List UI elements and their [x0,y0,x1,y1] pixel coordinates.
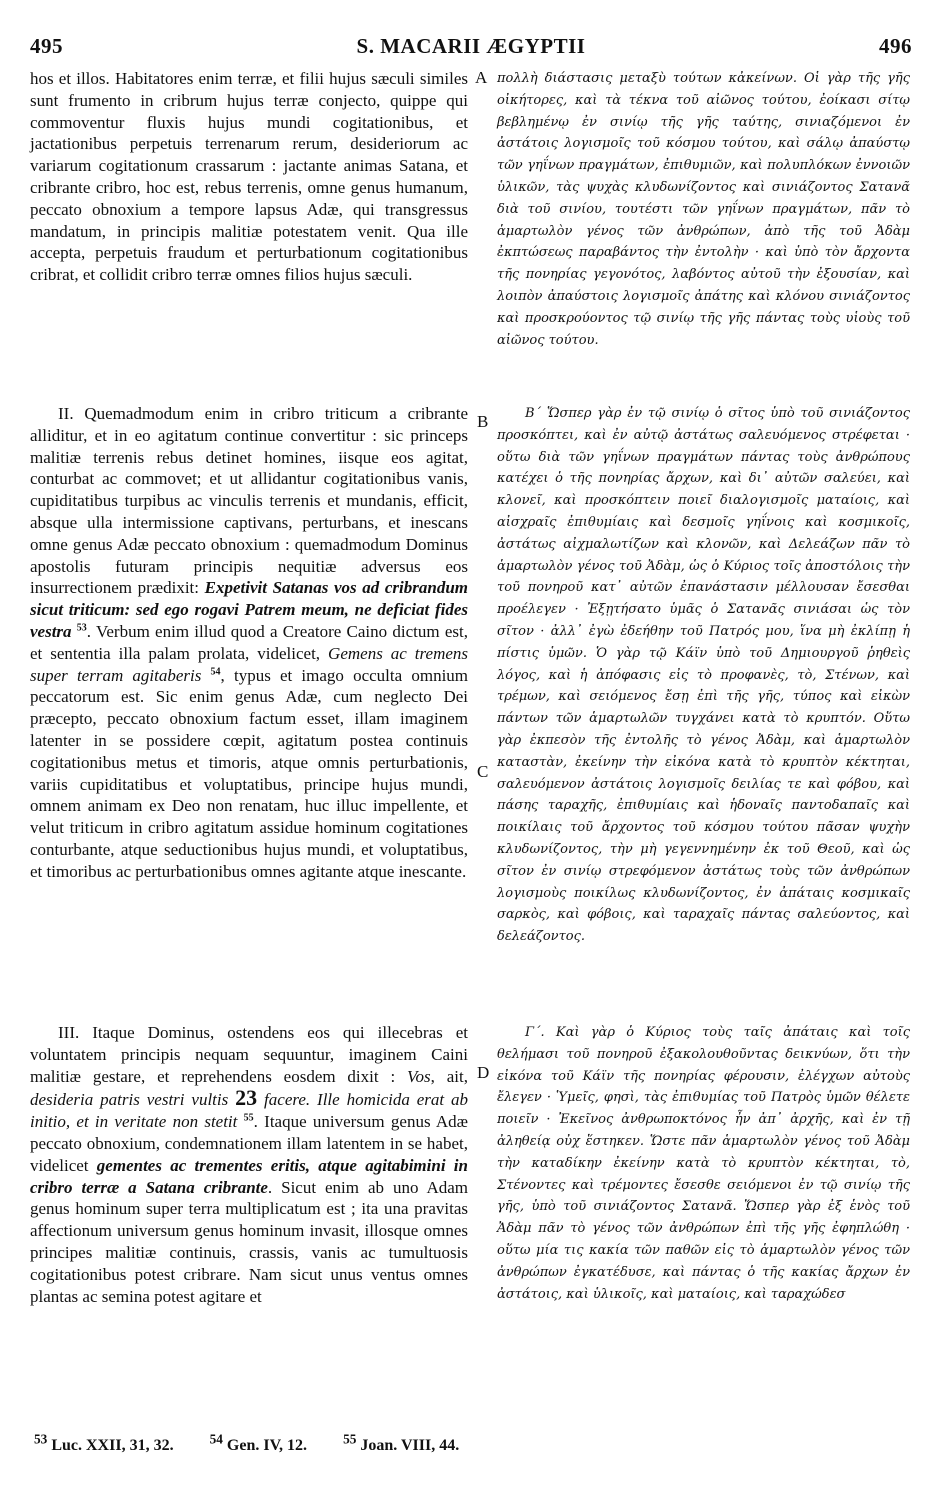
footnote-number: 55 [343,1432,357,1447]
latin-span: II. Quemadmodum enim in cribro triticum a cribrante alliditur, et in eo agitatum continue convertitur : sic princeps malitiæ terrenis rebus detinet homines, iisque eos agitat, conturbat ac commovet; et ut allidantur cogitationibus vanis, cupiditatibus turpibus ac vinculis terrenis et mundanis, efficit, absque ulla intermissione captivans, perturbans, et inescans omne genus Adæ peccato obnoxium : quemadmodum Dominus apostolis futuram principis nequitiæ adversus eos insurrectionem prædixit: [30,404,468,598]
latin-span: . Verbum enim illud quod a Creatore Caino dictum est, et sententia illa palam prolata, videlicet, [30,621,468,663]
margin-letter-c: C [477,762,489,781]
greek-paragraph-1 [497,68,910,351]
scripture-quote: Vos [407,1066,431,1086]
running-title: S. MACARII ÆGYPTII [356,34,586,58]
running-header [30,34,912,62]
right-page-number: 496 [879,34,912,58]
scripture-quote: Gemens ac tremens super terram agitaberis [30,643,469,685]
latin-span: , typus et imago occulta omnium peccatorum est. Sic enim genus Adæ, cum neglecto Dei præcepto, peccato obnoxium factum esset, illam imaginem latenter in se possidere cœpit, agitatum postea continuis cogitationibus metus et timoris, atque omnis perturbationis, variis cupiditatibus et voluptatibus, principe hujus mundi, omnem animam ex Deo non renatam, huc illuc impellente, et velut triticum in cribro agitatum assidue hominum cogitationes conturbante, atque seductionibus hujus mundi, et voluptatibus, et timoribus ac perturbationibus omnes agitante atque inescante. [30,665,469,881]
latin-span: III. Itaque Dominus, ostendens eos qui illecebras et voluntatem principis nequam sequuntur, imaginem Caini malitiæ gestare, et reprehendens eosdem dixit : [30,1023,468,1086]
scripture-quote: gementes ac trementes eritis, atque agitabimini in cribro terræ a Satana cribrante [30,1155,468,1197]
footnote-number: 54 [209,1432,223,1447]
footnote-ref-text: Luc. XXII, 31, 32. [51,1437,174,1455]
greek-text: Γ΄. Καὶ γὰρ ὁ Κύριος τοὺς ταῖς ἀπάταις καὶ τοῖς θελήμασι τοῦ πονηροῦ ἐξακολουθοῦντας δεικνύων, ὅτι τὴν εἰκόνα τοῦ Κάϊν τῆς πονηρίας φέρουσιν, ἐλέγχων αὐτοὺς ἔλεγεν · Ὑμεῖς, φησὶ, τὰς ἐπιθυμίας τοῦ Πατρὸς ὑμῶν θέλετε ποιεῖν · Ἐκεῖνος ἀνθρωποκτόνος ἦν ἀπ᾿ ἀρχῆς, καὶ ἐν τῇ ἀληθείᾳ οὐχ ἕστηκεν. Ὥστε πᾶν ἁμαρτωλὸν γένος τοῦ Ἀδὰμ τὴν καταδίκην ἐκείνην κατὰ τὸ κρυπτὸν κέκτηται, τὸ, Στένοντες καὶ τρέμοντες ἔσεσθε σειόμενοι ἐν τῷ σινίῳ τῆς γῆς, ὑπὸ τοῦ σινιάζοντος Σατανᾶ. Ὥσπερ γὰρ ἐξ ἑνὸς τοῦ Ἀδὰμ πᾶν τὸ γένος τῶν ἀνθρώπων ἐπὶ τῆς γῆς ἐφηπλώθη · οὕτω μία τις κακία τῶν παθῶν εἰς τὸ ἁμαρτωλὸν γένος τῶν ἀνθρώπων ἐγκατέδυσε, καὶ πάντας ὁ τῆς κακίας ἄρχων ἐν ἀστάτοις, καὶ ὑλικοῖς, καὶ ματαίοις, καὶ ταραχώδεσ [497,1025,910,1302]
greek-text: πολλὴ διάστασις μεταξὺ τούτων κἀκείνων. Οἱ γὰρ τῆς γῆς οἰκήτορες, καὶ τὰ τέκνα τοῦ αἰῶνος τούτου, ἐοίκασι σίτῳ βεβλημένῳ ἐν σινίῳ τῆς γῆς ταύτης, σινιαζόμενοι ἐν ἀστάτοις λογισμοῖς τοῦ κόσμου τούτου, καὶ σάλῳ ἀπαύστῳ τῶν γηΐνων πραγμάτων, ἐπιθυμιῶν, καὶ πολυπλόκων ἐννοιῶν ὑλικῶν, τὰς ψυχὰς κλυδωνίζοντος καὶ σινιάζοντος Σατανᾶ διὰ τοῦ σινίου, τουτέστι τῶν γηΐνων πραγμάτων, πᾶν τὸ ἁμαρτωλὸν γένος τῶν ἀνθρώπων, ἀπὸ τῆς τοῦ Ἀδὰμ ἐκπτώσεως παραβάντος τὴν ἐντολὴν · καὶ ὑπὸ τὸν ἄρχοντα τῆς πονηρίας γεγονότος, λαβόντος αὐτοῦ τὴν ἐξουσίαν, καὶ λοιπὸν ἀπαύστοις λογισμοῖς ἀπάτης καὶ κλόνου σινιάζοντος καὶ προσκρούοντος τῷ σινίῳ τῆς γῆς πάντας τοὺς υἱοὺς τοῦ αἰῶνος τούτου. [497,71,910,348]
footnotes [34,1432,491,1455]
left-page-number: 495 [30,34,63,58]
footnote [34,1432,190,1455]
scripture-quote: desideria patris vestri vultis [30,1090,229,1110]
scripture-quote: facere. Ille homicida erat ab initio, et in veritate non stetit [30,1090,469,1132]
column-number: 23 [235,1085,258,1111]
latin-span: . Sicut enim ab uno Adam genus hominum super terra multiplicatum est ; ita una pravitas affectionum universum genus hominum invasit, illosque omnes principes malitiæ continuis, crassis, vanis ac tumultuosis cogitationibus potest cribrare. Nam sicut unus ventus omnes plantas ac semina potest agitare et [30,1177,468,1306]
latin-paragraph-3 [30,1022,468,1307]
margin-letter-a: A [475,68,488,87]
footnote [343,1432,475,1455]
latin-span: . Itaque universum genus Adæ peccato obnoxium, condemnationem illam latentem in se habet, videlicet [30,1112,469,1175]
latin-span: , ait, [430,1066,468,1086]
footnote-ref: 54 [210,665,221,677]
footnote-ref-text: Joan. VIII, 44. [360,1437,460,1455]
scripture-quote: Expetivit Satanas vos ad cribrandum sicut triticum: sed ego rogavi Patrem meum, ne deficiat fides vestra [30,578,468,641]
margin-letter-b: B [477,412,489,431]
greek-text: Β΄ Ὥσπερ γὰρ ἐν τῷ σινίῳ ὁ σῖτος ὑπὸ τοῦ σινιάζοντος προσκόπτει, καὶ ἐν αὐτῷ ἀστάτως σαλευόμενος στρέφεται · οὕτω διὰ τῶν γηΐνων πραγμάτων πάντας τοὺς ἀνθρώπους κατέχει ὁ τῆς πονηρίας ἄρχων, καὶ δι᾿ αὐτῶν σαλεύει, καὶ κλονεῖ, καὶ προσκόπτειν ποιεῖ διαλογισμοῖς ματαίοις, καὶ αἰσχραῖς ἐπιθυμίαις καὶ δεσμοῖς γηΐνοις καὶ κοσμικοῖς, ἀστάτως αἰχμαλωτίζων καὶ κλονῶν, καὶ Δελεάζων πᾶν τὸ ἁμαρτωλὸν γένος τοῦ Ἀδὰμ, ὡς ὁ Κύριος τοῖς ἀποστόλοις τὴν τοῦ πονηροῦ κατ᾿ αὐτῶν ἐπανάστασιν μέλλουσαν ἔσεσθαι προέλεγεν · Ἐξῃτήσατο ὑμᾶς ὁ Σατανᾶς σινιάσαι ὡς τὸν σῖτον · ἀλλ᾿ ἐγὼ ἐδεήθην τοῦ Πατρός μου, ἵνα μὴ ἐκλίπῃ ἡ πίστις ὑμῶν. Ὁ γὰρ τῷ Κάϊν ὑπὸ τοῦ Δημιουργοῦ ῥηθεὶς λόγος, καὶ ἡ ἀπόφασις εἰς τὸ προφανὲς, τὸ, Στένων, καὶ τρέμων, καὶ σειόμενος ἔσῃ ἐπὶ τῆς γῆς, τύπος καὶ εἰκὼν πάντων τῶν ἁμαρτωλῶν τυγχάνει κατὰ τὸ κρυπτόν. Οὕτω γὰρ ἐκπεσὸν τῆς ἐντολῆς τὸ γένος Ἀδὰμ, καὶ ἁμαρτωλὸν καταστὰν, ἐκείνην τὴν εἰκόνα κατὰ τὸ κρυπτὸν κέκτηται, σαλευόμενον ἀστάτοις λογισμοῖς δειλίας τε καὶ φόβου, καὶ πάσης ταραχῆς, ἐπιθυμίαις καὶ ἡδοναῖς παντοδαπαῖς καὶ ποικίλαις τοῦ ἄρχοντος τοῦ κόσμου τούτου πᾶσαν ψυχὴν κλυδωνίζοντος, τὴν μὴ γεγεννημένην ἐκ τοῦ Θεοῦ, καὶ ὡς σῖτον ἐν σινίῳ στρεφόμενον ἀστάτως τοὺς τῶν ἀνθρώπων λογισμοὺς ποικίλως κλυδωνίζοντος, ἐν ἀπάταις κοσμικαῖς σαρκὸς, καὶ φόβοις, καὶ ταραχαῖς πάντας σαλεύοντος, καὶ δελεάζοντος. [497,406,910,945]
latin-paragraph-1 [30,68,468,286]
latin-text: hos et illos. Habitatores enim terræ, et filii hujus sæculi similes sunt frumento in cribrum hujus terræ conjecto, quippe qui commoventur fluxis hujus mundi cogitationibus, et jactationibus perpetuis terrenarum rerum, desideriorum ac variarum cogitationum crassarum : jactante animas Satana, et cribrante cribro, hoc est, rebus terrenis, omne genus humanum, peccato obnoxium a tempore lapsus Adæ, qui transgressus mandatum, in principis malitiæ potestatem venit. Qua ille accepta, perpetuis fraudum et perturbationum cogitationibus cribrat, et collidit cribro terræ omnes filios hujus sæculi. [30,69,468,285]
footnote [209,1432,324,1455]
footnote-ref: 53 [76,622,87,634]
footnote-ref: 55 [243,1112,254,1124]
latin-paragraph-2 [30,403,468,883]
footnote-number: 53 [34,1432,48,1447]
margin-letter-d: D [477,1063,490,1082]
latin-text [30,1022,468,1307]
latin-text [30,403,468,883]
greek-paragraph-3 [497,1022,910,1305]
footnote-ref-text: Gen. IV, 12. [226,1437,308,1455]
greek-paragraph-2 [497,403,910,948]
